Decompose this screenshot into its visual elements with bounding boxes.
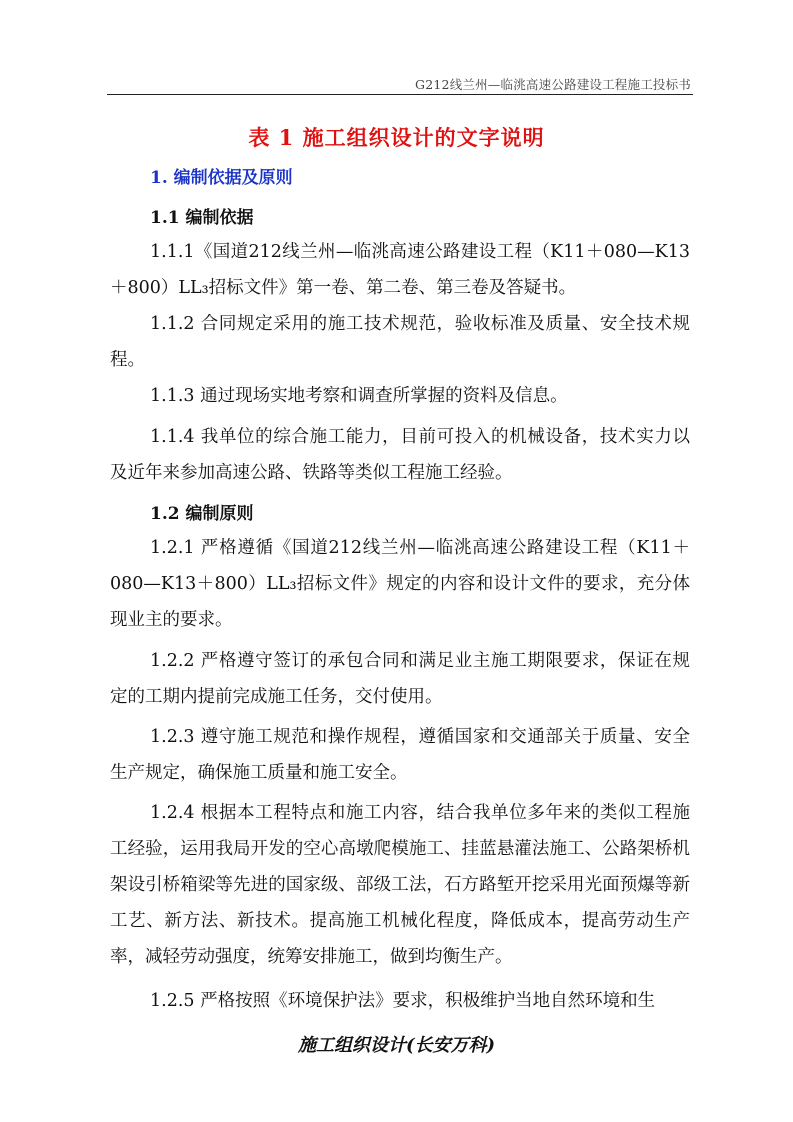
paragraph-1-1-3: 1.1.3 通过现场实地考察和调查所掌握的资料及信息。 <box>150 386 568 406</box>
page-footer: 施工组织设计(长安万科) <box>297 1035 496 1056</box>
paragraph-1-2-5: 1.2.5 严格按照《环境保护法》要求，积极维护当地自然环境和生 <box>150 991 656 1011</box>
paragraph-1-1-4: 1.1.4 我单位的综合施工能力，目前可投入的机械设备，技术实力以及近年来参加高速公路、铁路等类似工程施工经验。 <box>110 427 690 483</box>
section-heading-1: 1. 编制依据及原则 <box>150 168 293 188</box>
page-title: 表 1 施工组织设计的文字说明 <box>248 125 545 150</box>
page-header <box>107 72 693 95</box>
paragraph-1-1-1: 1.1.1《国道212线兰州—临洮高速公路建设工程（K11＋080—K13＋800）LL₃招标文件》第一卷、第二卷、第三卷及答疑书。 <box>110 242 690 298</box>
header-text: G212线兰州—临洮高速公路建设工程施工投标书 <box>415 77 691 92</box>
paragraph-1-2-3: 1.2.3 遵守施工规范和操作规程，遵循国家和交通部关于质量、安全生产规定，确保施工质量和施工安全。 <box>110 727 690 783</box>
subsection-heading-1-1: 1.1 编制依据 <box>150 208 254 228</box>
paragraph-1-1-2: 1.1.2 合同规定采用的施工技术规范，验收标准及质量、安全技术规程。 <box>110 314 690 370</box>
subsection-heading-1-2: 1.2 编制原则 <box>150 504 254 524</box>
paragraph-1-2-1: 1.2.1 严格遵循《国道212线兰州—临洮高速公路建设工程（K11＋080—K13＋800）LL₃招标文件》规定的内容和设计文件的要求，充分体现业主的要求。 <box>110 538 690 630</box>
paragraph-1-2-2: 1.2.2 严格遵守签订的承包合同和满足业主施工期限要求，保证在规定的工期内提前完成施工任务，交付使用。 <box>110 651 690 707</box>
paragraph-1-2-4: 1.2.4 根据本工程特点和施工内容，结合我单位多年来的类似工程施工经验，运用我局开发的空心高墩爬模施工、挂蓝悬灌法施工、公路架桥机架设引桥箱梁等先进的国家级、部级工法，石方路堑开挖采用光面预爆等新工艺、新方法、新技术。提高施工机械化程度，降低成本，提高劳动生产率，减轻劳动强度，统筹安排施工，做到均衡生产。 <box>110 803 690 967</box>
